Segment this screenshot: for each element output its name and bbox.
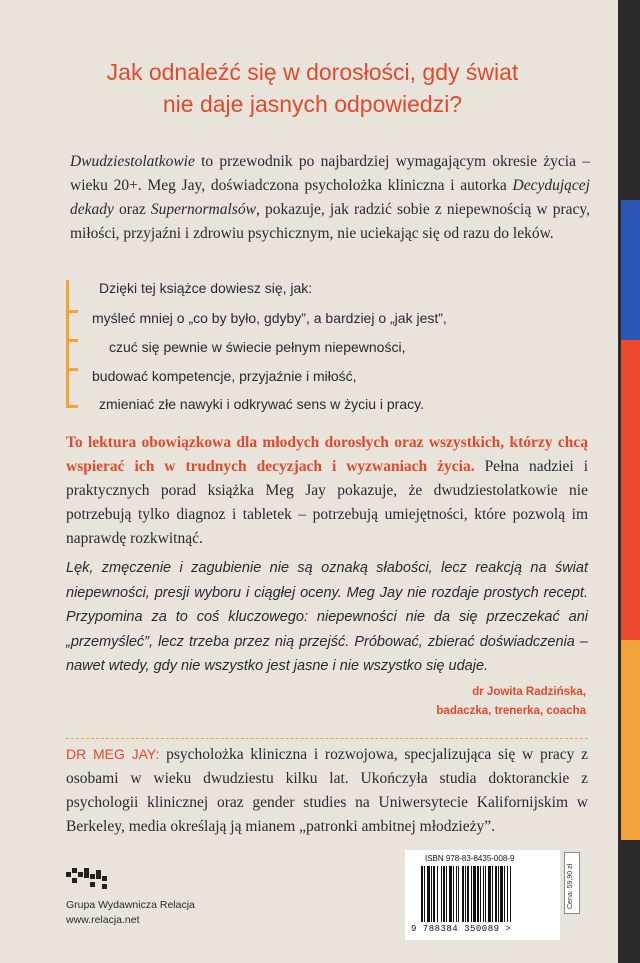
list-item: czuć się pewnie w świecie pełnym niepewności, — [109, 339, 406, 355]
price-sticker — [564, 852, 580, 914]
list-bracket — [66, 280, 82, 408]
list-item: zmieniać złe nawyki i odkrywać sens w życiu i pracy. — [99, 396, 424, 412]
quote-author-role: badaczka, trenerka, coacha — [436, 705, 586, 717]
relacja-logo-icon — [66, 868, 110, 890]
list-tick — [66, 310, 78, 313]
intro-text-1: to przewodnik po najbardziej wymagającym okresie życia – wieku 20+. Meg Jay, doświadczona psycholożka kliniczna i autorka — [70, 153, 590, 194]
headline-line-1: Jak odnaleźć się w dorosłości, gdy świat — [106, 59, 519, 85]
barcode-panel — [405, 850, 560, 940]
lead-text: Pełna nadziei i praktycznych porad książka Meg Jay pokazuje, że dwudziestolatkowie nie potrzebują tylko diagnoz i tabletek – potrzebują umiejętności, które pozwolą im naprawdę rozkwitnąć. — [66, 458, 588, 547]
intro-paragraph — [70, 150, 590, 246]
intro-text-3: , pokazuje, jak radzić sobie z niepewnością w pracy, miłości, przyjaźni i zdrowiu psychicznym, nie uciekając się od razu do leków. — [70, 201, 591, 242]
author-bio-text: psycholożka kliniczna i rozwojowa, specjalizująca się w pracy z osobami w wieku dwudziestu kilku lat. Ukończyła studia doktoranckie z psychologii klinicznej oraz gender studies na Uniwersytecie Kalifornijskim w Berkeley, media określają ją mianem „patronki ambitnej młodzieży”. — [66, 746, 588, 835]
quote-author-name: dr Jowita Radzińska, — [472, 686, 586, 698]
book-title-2: Decydującej dekady — [70, 177, 590, 218]
author-name: DR MEG JAY: — [66, 746, 160, 762]
publisher-info — [66, 898, 195, 928]
spine-stripe-orange — [621, 640, 640, 840]
quote-author — [300, 683, 586, 721]
headline — [40, 56, 585, 120]
isbn-label: ISBN 978-83-8435-008-9 — [425, 854, 515, 863]
list-intro: Dzięki tej książce dowiesz się, jak: — [99, 280, 313, 296]
lead-paragraph — [66, 431, 588, 551]
list-tick — [66, 405, 78, 408]
intro-text-2: oraz — [113, 201, 151, 218]
book-title: Dwudziestolatkowie — [70, 153, 195, 170]
price-label: Cena: 59,90 zł — [567, 863, 574, 909]
blurb-quote: Lęk, zmęczenie i zagubienie nie są oznaką słabości, lecz reakcją na świat niepewności, presji wyboru i ciągłej oceny. Meg Jay nie rozdaje prostych recept. Przypomina za to coś kluczowego: niepewności nie da się przeczekać ani „przemyśleć”, lecz trzeba przez nią przejść. Próbować, zbierać doświadczenia – nawet wtedy, gdy nie wszystko jest jasne i nie wszystko się udaje. — [66, 560, 588, 674]
barcode-icon — [419, 866, 551, 922]
barcode-digits: 9 788384 350089 > — [411, 924, 512, 934]
author-bio — [66, 742, 588, 839]
book-title-3: Supernormalsów — [150, 201, 256, 218]
headline-line-2: nie daje jasnych odpowiedzi? — [162, 91, 463, 117]
list-item: budować kompetencje, przyjaźnie i miłość, — [92, 368, 357, 384]
lead-highlight: To lektura obowiązkowa dla młodych dorosłych oraz wszystkich, którzy chcą wspierać ich w trudnych decyzjach i wyzwaniach życia. — [66, 434, 588, 475]
list-tick — [66, 368, 78, 371]
section-divider — [66, 738, 588, 739]
publisher-url[interactable]: www.relacja.net — [66, 914, 140, 926]
benefits-list — [66, 280, 586, 416]
list-tick — [66, 339, 78, 342]
spine-stripe-blue — [621, 200, 640, 340]
spine-stripe-red — [621, 340, 640, 640]
publisher-name: Grupa Wydawnicza Relacja — [66, 899, 195, 911]
list-item: myśleć mniej o „co by było, gdyby”, a bardziej o „jak jest”, — [92, 310, 447, 326]
